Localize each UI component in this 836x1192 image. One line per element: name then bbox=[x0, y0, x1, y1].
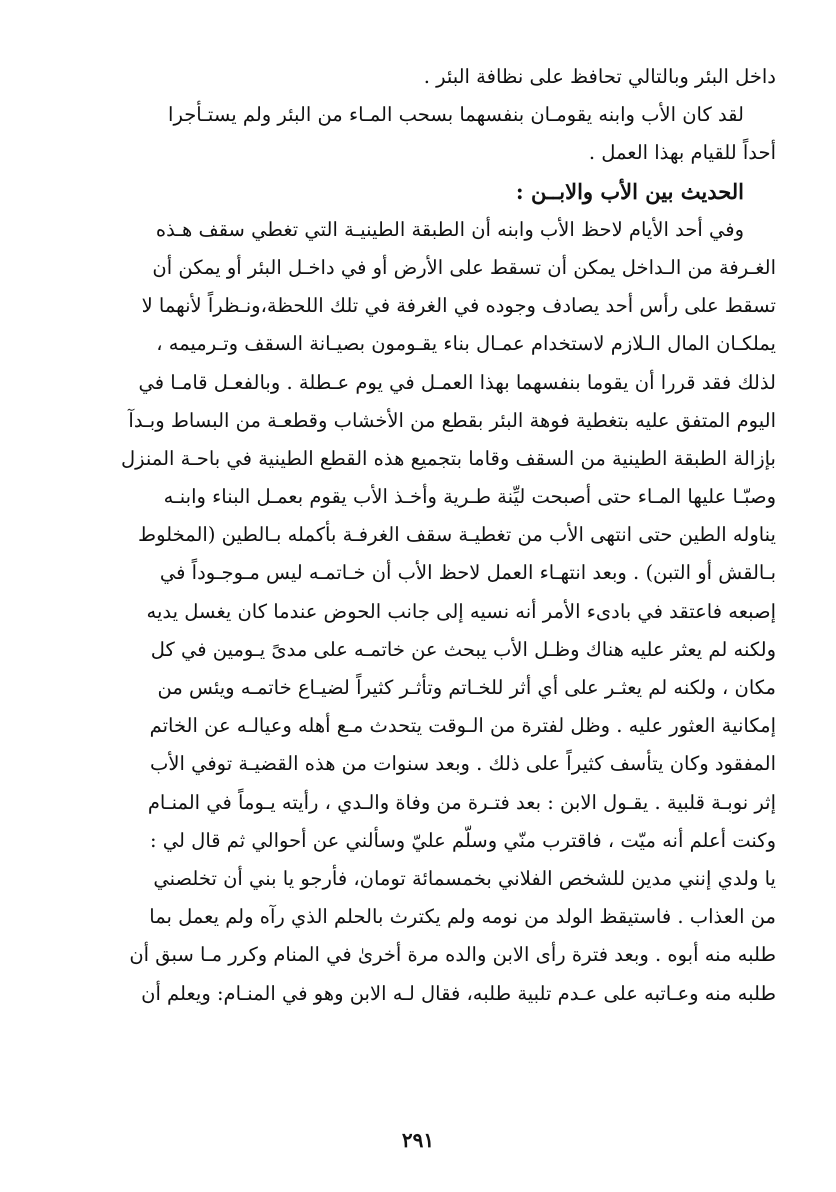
text-line-17: مكان ، ولكنه لم يعثـر على أي أثر للخـاتم وتأثـر كثيراً لضيـاع خاتمـه ويئس من bbox=[157, 676, 776, 699]
text-line-9: لذلك فقد قررا أن يقوما بنفسهما بهذا العمـل في يوم عـطلة . وبالفعـل قامـا في bbox=[138, 370, 776, 394]
page-number: ٢٩١ bbox=[401, 1128, 435, 1152]
text-line-12: وصبّـا عليها المـاء حتى أصبحت ليِّنة طـرية وأخـذ الأب يقوم بعمـل البناء وابنـه bbox=[163, 485, 776, 509]
text-line-13: يناوله الطين حتى انتهى الأب من تغطيـة سقف الغرفـة بأكمله بـالطين (المخلوط bbox=[138, 523, 776, 547]
text-line-15: إصبعه فاعتقد في بادىء الأمر أنه نسيه إلى جانب الحوض عندما كان يغسل يديه bbox=[146, 599, 776, 623]
text-line-6: الغـرفة من الـداخل يمكن أن تسقط على الأرض أو في داخـل البئر أو يمكن أن bbox=[152, 255, 776, 279]
text-line-2: لقد كان الأب وابنه يقومـان بنفسهما بسحب المـاء من البئر ولم يستـأجرا bbox=[168, 103, 744, 127]
document-body bbox=[60, 58, 776, 1013]
text-line-16: ولكنه لم يعثر عليه هناك وظـل الأب يبحث عن خاتمـه على مدىً يـومين في كل bbox=[150, 637, 776, 661]
text-line-23: من العذاب . فاستيقظ الولد من نومه ولم يكترث بالحلم الذي رآه ولم يعمل بما bbox=[149, 905, 776, 929]
text-line-1: داخل البئر وبالتالي تحافظ على نظافة البئر . bbox=[423, 65, 776, 88]
text-line-24: طلبه منه أبوه . وبعد فترة رأى الابن والده مرة أخرىٰ في المنام وكرر مـا سبق أن bbox=[129, 943, 776, 967]
text-line-20: إثر نوبـة قلبية . يقـول الابن : بعد فتـرة من وفاة والـدي ، رأيته يـوماً في المنـام bbox=[147, 790, 776, 814]
text-line-11: بإزالة الطبقة الطينية من السقف وقاما بتجميع هذه القطع الطينية في باحـة المنزل bbox=[120, 446, 776, 470]
text-line-21: وكنت أعلم أنه ميّت ، فاقترب منّي وسلّم عليّ وسألني عن أحوالي ثم قال لي : bbox=[150, 828, 776, 852]
text-line-7: تسقط على رأس أحد يصادف وجوده في الغرفة في تلك اللحظة،ونـظراً لأنهما لا bbox=[141, 294, 776, 318]
text-line-5: وفي أحد الأيام لاحظ الأب وابنه أن الطبقة الطينيـة التي تغطي سقف هـذه bbox=[155, 217, 744, 241]
section-heading: الحديث بين الأب والابــن : bbox=[515, 178, 744, 204]
text-line-14: بـالقش أو التبن) . وبعد انتهـاء العمل لاحظ الأب أن خـاتمـه ليس مـوجـوداً في bbox=[159, 561, 776, 585]
text-line-25: طلبه منه وعـاتبه على عـدم تلبية طلبه، فقال لـه الابن وهو في المنـام: ويعلم أن bbox=[141, 981, 776, 1005]
text-line-22: يا ولدي إنني مدين للشخص الفلاني بخمسمائة تومان، فأرجو يا بني أن تخلصني bbox=[153, 866, 776, 890]
text-line-3: أحداً للقيام بهذا العمل . bbox=[588, 141, 776, 165]
text-line-18: إمكانية العثور عليه . وظل لفترة من الـوقت يتحدث مـع أهله وعيالـه عن الخاتم bbox=[149, 714, 776, 738]
text-line-8: يملكـان المال الـلازم لاستخدام عمـال بناء يقـومون بصيـانة السقف وتـرميمه ، bbox=[156, 332, 776, 356]
text-line-10: اليوم المتفق عليه بتغطية فوهة البئر بقطع من الأخشاب وقطعـة من البساط وبـدآ bbox=[128, 408, 776, 432]
text-line-19: المفقود وكان يتأسف كثيراً على ذلك . وبعد سنوات من هذه القضيـة توفي الأب bbox=[149, 752, 776, 776]
